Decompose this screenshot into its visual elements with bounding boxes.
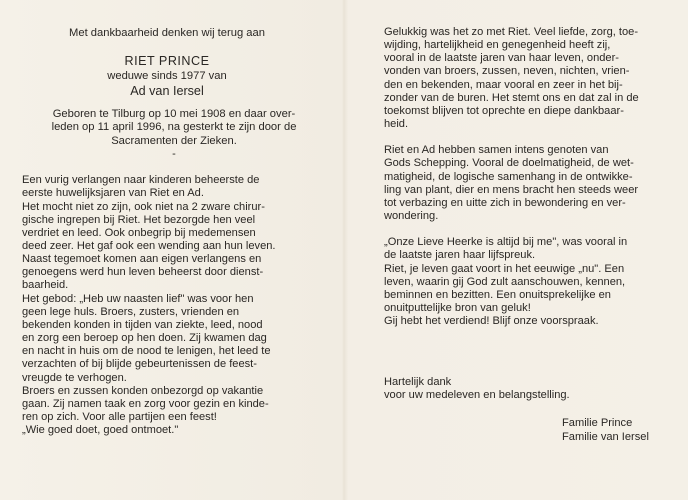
right-page bbox=[384, 0, 666, 445]
text-line: bekenden konden in tijden van ziekte, leed, nood bbox=[22, 318, 263, 331]
text-line: deed zeer. Het gaf ook een wending aan hun leven. bbox=[22, 240, 276, 252]
thanks-line: voor uw medeleven en belangstelling. bbox=[384, 389, 570, 402]
text-line: baarheid. bbox=[22, 279, 69, 292]
text-line: wondering. bbox=[384, 210, 439, 223]
text-line: Gij hebt het verdiend! Blijf onze voorspraak. bbox=[384, 315, 599, 328]
husband-name: Ad van Iersel bbox=[130, 84, 204, 98]
text-line: eerste huwelijksjaren van Riet en Ad. bbox=[22, 187, 204, 200]
text-line: ling van plant, dier en mens bracht hen steeds weer bbox=[384, 183, 639, 196]
text-line: ren op zich. Voor alle partijen een feest! bbox=[22, 411, 217, 424]
text-line: zonder van de buren. Het stemt ons en dat zal in de bbox=[384, 91, 639, 104]
paragraph-gap bbox=[384, 131, 664, 144]
right-body-text bbox=[384, 26, 664, 445]
text-line: Een vurig verlangen naar kinderen beheerste de bbox=[22, 174, 260, 187]
born-line: leden op 11 april 1996, na gesterkt te zijn door de bbox=[51, 121, 297, 134]
left-body-text bbox=[22, 174, 332, 437]
text-line: Het gebod: „Heb uw naasten lief" was voor hen bbox=[22, 292, 254, 305]
text-line: geen lege huls. Broers, zusters, vrienden en bbox=[22, 305, 240, 318]
separator: - bbox=[172, 148, 176, 161]
text-line: heid. bbox=[384, 118, 409, 131]
text-line: matigheid, de logische samenhang in de ontwikke- bbox=[384, 170, 633, 183]
text-line: verdriet en leed. Ook onbegrip bij medemensen bbox=[22, 226, 256, 239]
text-line: Riet, je leven gaat voort in het eeuwige „nu". Een bbox=[384, 262, 625, 275]
text-line: wijding, hartelijkheid en genegenheid heeft zij, bbox=[384, 39, 611, 52]
text-line: en nacht in huis om de nood te lenigen, het leed te bbox=[22, 345, 271, 358]
born-line: Geboren te Tilburg op 10 mei 1908 en daar over- bbox=[52, 108, 296, 120]
text-line: vonden van broers, zussen, neven, nichten, vrien- bbox=[384, 65, 630, 78]
text-line: gische ingrepen bij Riet. Het bezorgde hen veel bbox=[22, 213, 256, 226]
text-line: Naast tegemoet komen aan eigen verlangens en bbox=[22, 253, 262, 266]
text-line: genoegens werd hun leven beheerst door dienst- bbox=[22, 266, 264, 279]
text-line: gaan. Zij namen taak en zorg voor gezin en kinde- bbox=[22, 397, 269, 410]
paragraph-gap bbox=[384, 328, 664, 376]
left-page bbox=[22, 0, 340, 437]
text-line: Het mocht niet zo zijn, ook niet na 2 zware chirur- bbox=[22, 200, 265, 213]
paragraph-gap bbox=[384, 403, 664, 416]
text-line: Broers en zussen konden onbezorgd op vakantie bbox=[22, 384, 264, 397]
text-line: Riet en Ad hebben samen intens genoten van bbox=[384, 144, 609, 157]
text-line: beminnen en bezitten. Een onuitsprekelijke en bbox=[384, 288, 611, 301]
text-line: verzachten of bij blijde gebeurtenissen de feest- bbox=[22, 358, 257, 371]
birth-death-text bbox=[22, 108, 326, 148]
born-line: Sacramenten der Zieken. bbox=[111, 134, 237, 147]
text-line: en zorg een beroep op hen doen. Zij kwamen dag bbox=[22, 332, 267, 345]
intro-line: Met dankbaarheid denken wij terug aan bbox=[69, 27, 265, 39]
text-line: tot verbazing en uitte zich in bewondering en ver- bbox=[384, 196, 626, 209]
text-line: vooral in de laatste jaren van haar leven, onder- bbox=[384, 52, 619, 65]
text-line: Gelukkig was het zo met Riet. Veel liefde, zorg, toe- bbox=[384, 26, 639, 38]
signature-family-van-iersel: Familie van Iersel bbox=[562, 431, 649, 444]
text-line: „Onze Lieve Heerke is altijd bij me", was vooral in bbox=[384, 236, 628, 249]
text-line: de laatste jaren haar lijfspreuk. bbox=[384, 249, 536, 262]
text-line: leven, waarin gij God zult aanschouwen, kennen, bbox=[384, 275, 626, 288]
text-line: onuitputtelijke bron van geluk! bbox=[384, 301, 531, 314]
text-line: den en bekenden, maar vooral en zeer in het bij- bbox=[384, 78, 623, 91]
text-line: Gods Schepping. Vooral de doelmatigheid, de wet- bbox=[384, 157, 634, 170]
signature-family-prince: Familie Prince bbox=[562, 416, 633, 429]
widow-line: weduwe sinds 1977 van bbox=[107, 70, 227, 82]
text-line: toekomst blijven tot oprechte en diepe dankbaar- bbox=[384, 104, 624, 117]
paragraph-gap bbox=[384, 223, 664, 236]
text-line: vreugde te verhogen. bbox=[22, 371, 127, 384]
text-line: „Wie goed doet, goed ontmoet." bbox=[22, 424, 179, 437]
deceased-name: RIET PRINCE bbox=[124, 54, 210, 68]
thanks-line: Hartelijk dank bbox=[384, 376, 452, 389]
